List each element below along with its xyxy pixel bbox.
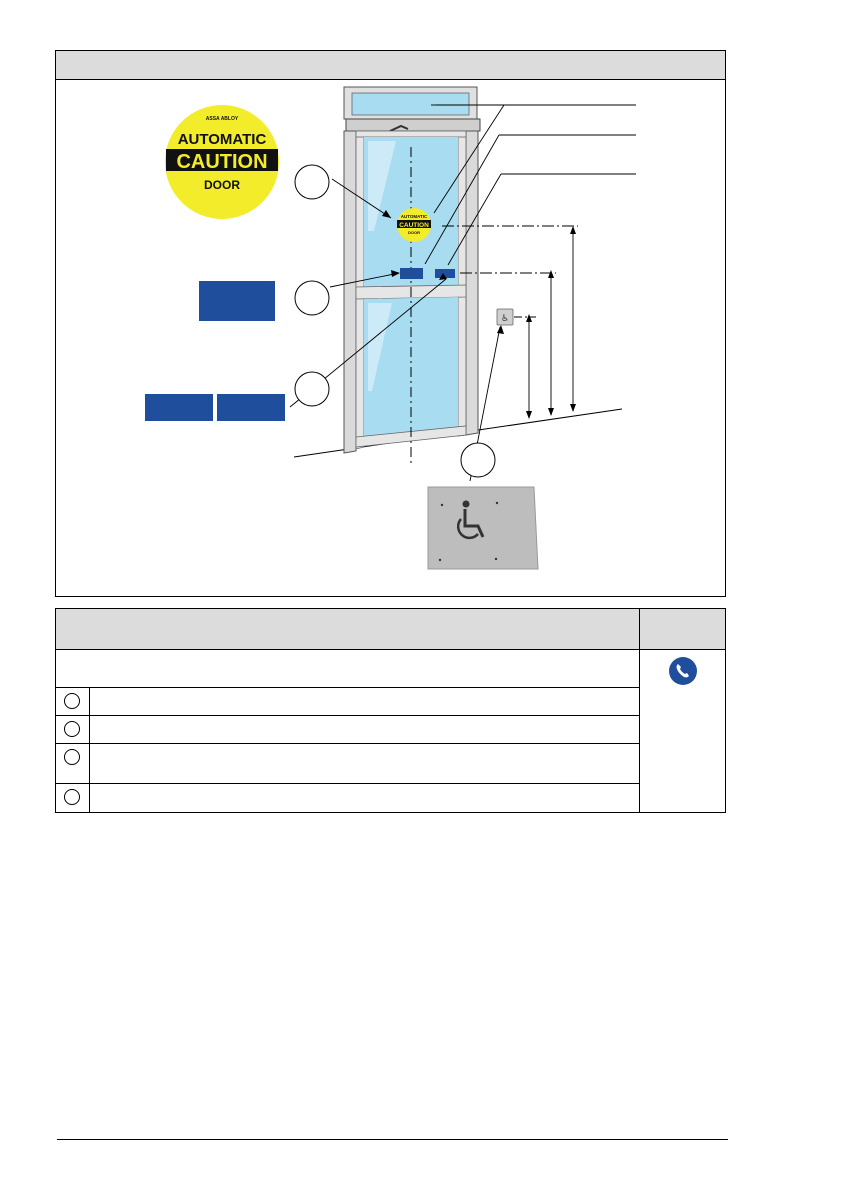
door-sign-left <box>400 268 423 279</box>
phone-icon <box>668 656 698 686</box>
table-header-description <box>56 609 640 650</box>
callout-circle-4 <box>461 443 495 477</box>
row-3-number-cell <box>56 744 90 784</box>
table-action-cell <box>640 650 725 812</box>
svg-text:♿: ♿ <box>500 314 510 324</box>
callout-circle-3 <box>295 372 329 406</box>
caution-sticker-large <box>165 105 279 219</box>
door-sticker-line3: DOOR <box>408 230 420 235</box>
row-1-number-cell <box>56 688 90 716</box>
row-4-number-cell <box>56 784 90 812</box>
checklist-table <box>55 608 726 813</box>
table-row <box>90 688 640 716</box>
table-header-action <box>640 609 725 650</box>
door-operator-header <box>346 119 480 131</box>
blue-sign-large <box>199 281 275 321</box>
large-sticker-line2: CAUTION <box>176 151 268 173</box>
large-sticker-brand: ASSA ABLOY <box>205 116 239 122</box>
large-sticker-line1: AUTOMATIC <box>177 131 267 148</box>
callout-circle-2 <box>295 281 329 315</box>
figure-panel <box>55 50 726 597</box>
row-3-number-circle <box>64 749 80 765</box>
table-row <box>90 784 640 812</box>
door-sticker-line1: AUTOMATIC <box>400 214 428 219</box>
row-1-number-circle <box>64 693 80 709</box>
table-row <box>90 716 640 744</box>
row-4-number-circle <box>64 789 80 805</box>
door-illustration <box>56 51 727 598</box>
table-intro-row <box>56 650 640 688</box>
callout-circle-1 <box>295 165 329 199</box>
row-2-number-cell <box>56 716 90 744</box>
footer-rule <box>57 1139 728 1140</box>
large-sticker-line3: DOOR <box>204 178 240 192</box>
push-plate-large <box>428 487 538 569</box>
wall-push-plate-small <box>497 309 513 325</box>
blue-sign-pair-right <box>217 394 285 421</box>
blue-sign-pair-left <box>145 394 213 421</box>
right-jamb <box>466 131 478 435</box>
row-2-number-circle <box>64 721 80 737</box>
left-jamb <box>344 131 356 453</box>
table-row <box>90 744 640 784</box>
caution-sticker-on-door <box>397 208 431 242</box>
door-sticker-line2: CAUTION <box>399 222 429 229</box>
